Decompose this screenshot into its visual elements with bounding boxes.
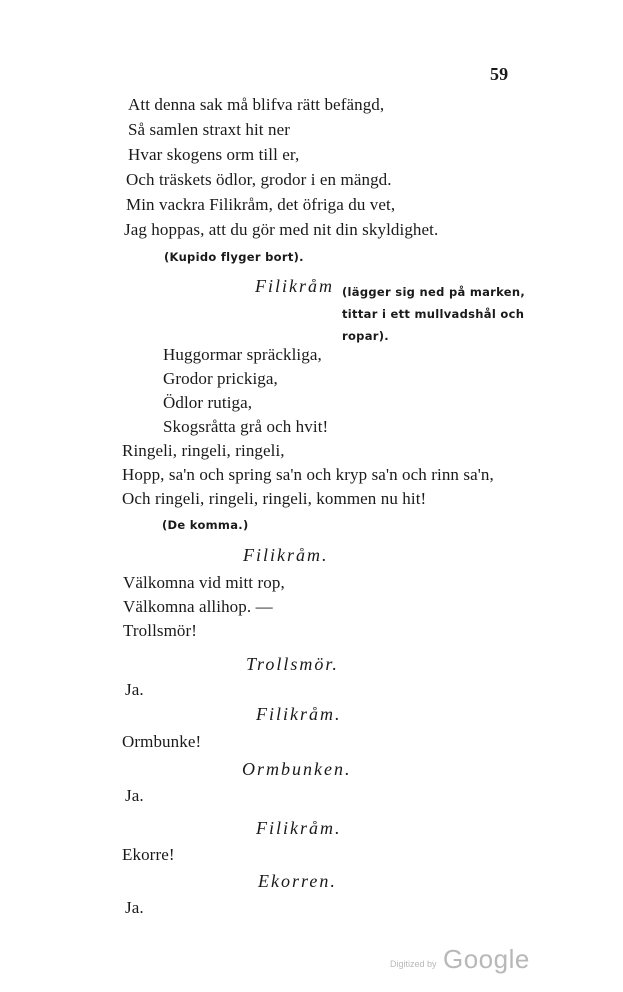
dialogue-line: Välkomna allihop. — — [123, 597, 273, 616]
verse-line: Huggormar spräckliga, — [163, 345, 322, 364]
verse-line: Hopp, sa'n och spring sa'n och kryp sa'n och rinn sa'n, — [122, 465, 494, 484]
stage-direction: (lägger sig ned på marken, — [342, 285, 526, 299]
verse-line: Så samlen straxt hit ner — [128, 120, 290, 139]
dialogue-line: Trollsmör! — [123, 621, 198, 640]
speaker-name: Ormbunken. — [242, 759, 352, 779]
speaker-name: Ekorren. — [258, 871, 337, 891]
dialogue-line: Ja. — [125, 786, 144, 805]
speaker-name: Trollsmör. — [246, 654, 339, 674]
watermark-prefix: Digitized by — [390, 959, 437, 969]
stage-direction: (De komma.) — [162, 518, 249, 532]
verse-line: Ringeli, ringeli, ringeli, — [122, 441, 285, 460]
verse-line: Min vackra Filikråm, det öfriga du vet, — [126, 195, 396, 214]
dialogue-line: Ja. — [125, 898, 144, 917]
dialogue-line: Ormbunke! — [122, 732, 202, 751]
speaker-name: Filikråm — [255, 276, 334, 296]
stage-direction: (Kupido flyger bort). — [164, 250, 304, 264]
watermark-brand: Google — [443, 944, 530, 974]
dialogue-line: Ekorre! — [122, 845, 175, 864]
verse-line: Grodor prickiga, — [163, 369, 278, 388]
dialogue-line: Ja. — [125, 680, 144, 699]
speaker-name: Filikråm. — [256, 818, 342, 838]
verse-line: Och träskets ödlor, grodor i en mängd. — [126, 170, 392, 189]
page-number: 59 — [490, 64, 509, 84]
verse-line: Och ringeli, ringeli, ringeli, kommen nu hit! — [122, 489, 427, 508]
stage-direction: tittar i ett mullvadshål och — [342, 307, 525, 321]
verse-line: Jag hoppas, att du gör med nit din skyldighet. — [124, 220, 439, 239]
verse-line: Skogsråtta grå och hvit! — [163, 417, 329, 436]
speaker-name: Filikråm. — [256, 704, 342, 724]
stage-direction: ropar). — [342, 329, 389, 343]
speaker-name: Filikråm. — [243, 545, 329, 565]
verse-line: Ödlor rutiga, — [163, 393, 253, 412]
verse-line: Hvar skogens orm till er, — [128, 145, 300, 164]
dialogue-line: Välkomna vid mitt rop, — [123, 573, 285, 592]
verse-line: Att denna sak må blifva rätt befängd, — [128, 95, 385, 114]
